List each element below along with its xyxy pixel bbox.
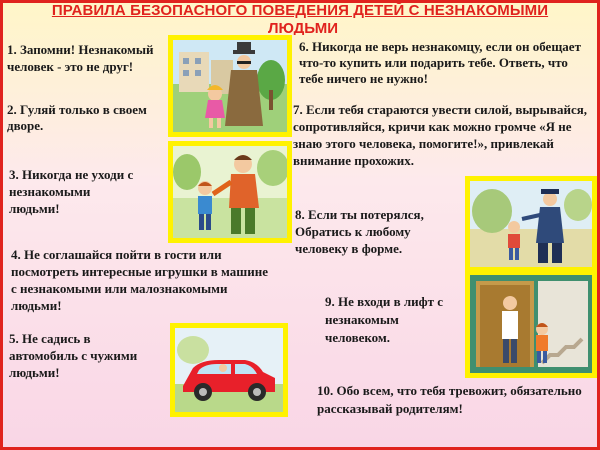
rule-8: 8. Если ты потерялся, Обратись к любому человеку в форме. [295, 207, 424, 256]
rule-3: 3. Никогда не уходи с незнакомыми людьми! [9, 167, 134, 216]
policeman-with-child-illustration [465, 176, 597, 272]
man-leading-boy-illustration [168, 141, 292, 243]
page-title: ПРАВИЛА БЕЗОПАСНОГО ПОВЕДЕНИЯ ДЕТЕЙ С НЕЗНАКОМЫМИ [51, 2, 549, 19]
rule-5: 5. Не садись в автомобиль с чужими людьми! [9, 331, 138, 380]
rule-1: 1. Запомни! Незнакомый человек - это не друг! [7, 42, 154, 74]
elevator-icon [470, 275, 592, 373]
rule-9: 9. Не входи в лифт с незнакомым человеком. [325, 294, 444, 345]
rule-2: 2. Гуляй только в своем дворе. [7, 102, 147, 133]
red-car-illustration [170, 323, 288, 417]
stranger-with-girl-illustration [168, 35, 292, 137]
rule-4: 4. Не соглашайся пойти в гости или посмотреть интересные игрушки в машине с незнакомыми или малознакомыми людьми! [11, 247, 268, 313]
red-car-icon [175, 328, 283, 412]
rule-10: 10. Обо всем, что тебя тревожит, обязательно рассказывай родителям! [317, 383, 582, 416]
stranger-with-girl-icon [173, 40, 287, 132]
man-leading-boy-icon [173, 146, 287, 238]
page-title-continuation: ЛЮДЬМИ [268, 23, 338, 35]
rule-6: 6. Никогда не верь незнакомцу, если он обещает что-то купить или подарить тебе. Ответь, что тебе ничего не нужно! [299, 39, 581, 86]
policeman-with-child-icon [470, 181, 592, 267]
elevator-illustration [465, 270, 597, 378]
rule-7: 7. Если тебя стараются увести силой, вырывайся, сопротивляйся, кричи как можно громче «Я не знаю этого человека, помогите!», привлекай внимание прохожих. [293, 102, 587, 168]
